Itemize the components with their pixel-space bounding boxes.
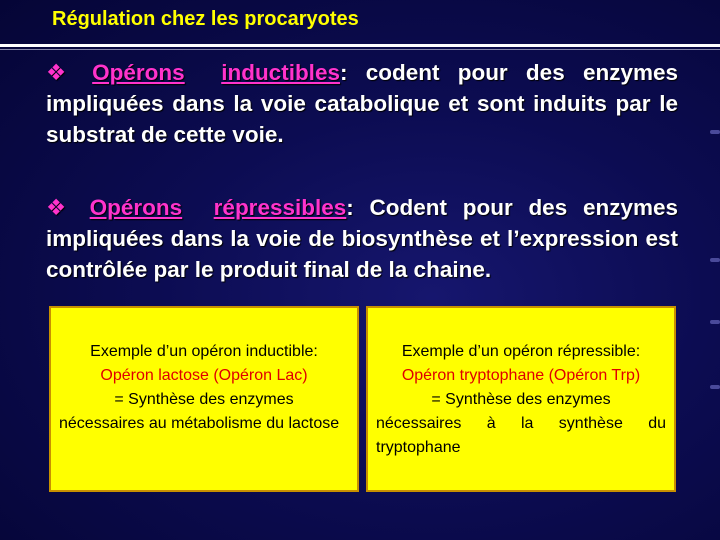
decoration-dash [710, 258, 720, 262]
bullet-repressible-text: : Codent pour des enzymes impliquées dans la voie de biosynthèse et l’expression est contrôlée par le produit final de la chaine. [46, 195, 678, 282]
decoration-dash [710, 385, 720, 389]
box-operon-name: Opéron tryptophane (Opéron Trp) [401, 367, 641, 384]
example-box-repressible [366, 306, 676, 492]
box-line: = Synthèse des enzymes [114, 391, 294, 408]
title-divider [0, 44, 720, 47]
example-box-inducible [49, 306, 359, 492]
box-operon-name: Opéron lactose (Opéron Lac) [100, 367, 308, 384]
title-divider-shadow [0, 49, 720, 50]
bullet-inducible [46, 57, 678, 150]
box-description: nécessaires à la synthèse du tryptophane [376, 415, 666, 456]
box-line: = Synthèse des enzymes [431, 391, 611, 408]
decoration-dash [710, 130, 720, 134]
diamond-bullet-icon: ❖ [46, 60, 79, 85]
diamond-bullet-icon: ❖ [46, 195, 76, 220]
slide-title: Régulation chez les procaryotes [52, 8, 359, 30]
box-heading: Exemple d’un opéron inductible: [90, 343, 318, 360]
box-heading: Exemple d’un opéron répressible: [401, 343, 641, 360]
term-inducible: Opérons inductibles [92, 60, 340, 85]
decoration-dash [710, 320, 720, 324]
box-description: nécessaires au métabolisme du lactose [59, 415, 340, 432]
bullet-repressible [46, 192, 678, 285]
bullet-inducible-text: : codent pour des enzymes impliquées dans la voie catabolique et sont induits par le substrat de cette voie. [46, 60, 679, 147]
term-repressible: Opérons répressibles [89, 195, 347, 220]
